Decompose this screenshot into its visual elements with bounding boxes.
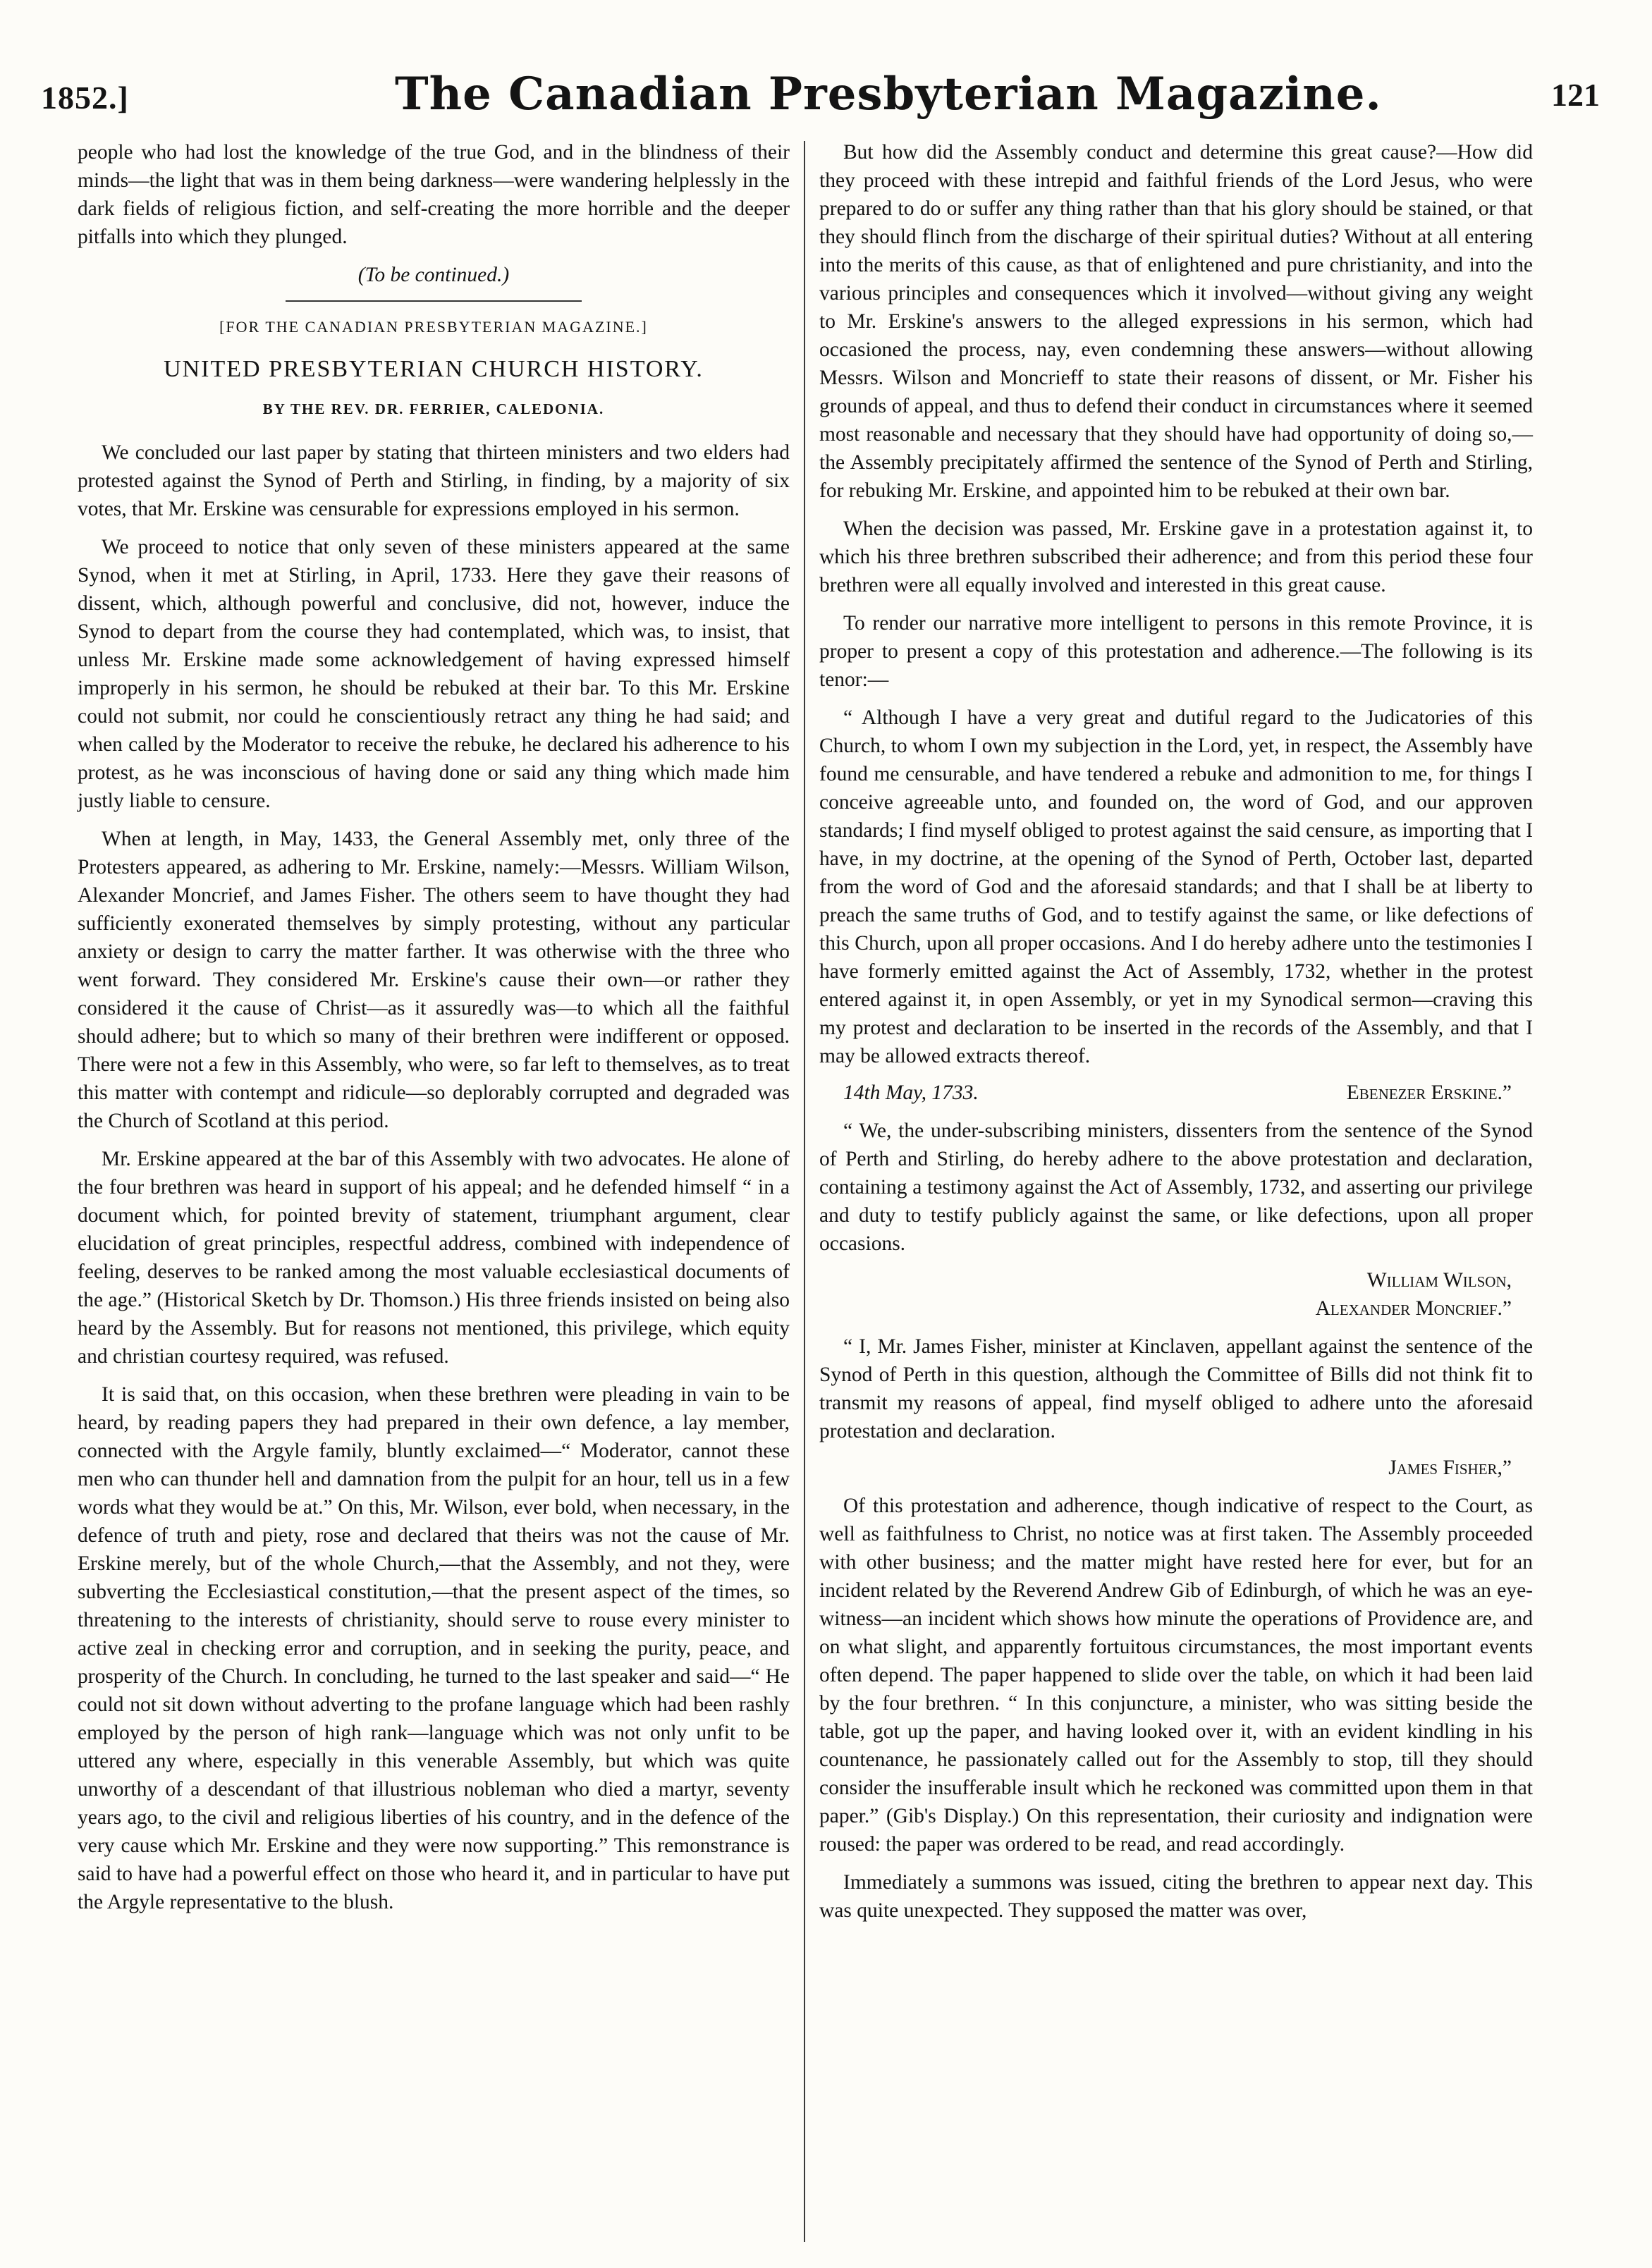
adherence-quote: “ We, the under-subscribing ministers, dissenters from the sentence of the Synod of Perth and Stirling, do hereby adhere to the above protestation and declaration, containing a testimony against the Act of Assembly, 1732, and asserting our privilege and duty to testify publicly against the same, or like defections, upon all proper occasions. [819,1120,1533,1255]
signature-wilson: William Wilson, [1366,1269,1512,1292]
signature-block [819,1266,1533,1323]
source-note: [FOR THE CANADIAN PRESBYTERIAN MAGAZINE.] [219,318,648,336]
protestation-dateline [819,1079,1533,1107]
paragraph: Of this protestation and adherence, though indicative of respect to the Court, as well as faithfulness to Christ, no notice was at first taken. The Assembly proceeded with other business; and the matter might have rested here for ever, but for an incident related by the Reverend Andrew Gib of Edinburgh, of which he was an eye-witness—an incident which shows how minute the operations of Providence are, and on what slight, and apparently fortuitous circumstances, the most important events often depend. The paper happened to slide over the table, on which it had been laid by the four brethren. “ In this conjuncture, a minister, who was sitting beside the table, got up the paper, and having looked over it, with an evident kindling in his countenance, he passionately called out for the Assembly to stop, till they should consider the insufferable insult which he reckoned was committed upon them in that paper.” (Gib's Display.) On this representation, their curiosity and indignation were roused: the paper was ordered to be read, and read accordingly. [819,1495,1533,1856]
right-column [819,138,1533,1935]
paragraph: But how did the Assembly conduct and determine this great cause?—How did they proceed with these intrepid and faithful friends of the Lord Jesus, who were prepared to do or suffer any thing rather than that his glory should be stained, or that they should flinch from the discharge of their spiritual duties? Without at all entering into the merits of this cause, as that of enlightened and pure christianity, and into the various principles and consequences which it involved—without giving any weight to Mr. Erskine's answers to the alleged expressions in his sermon, which had occasioned the process, nay, even condemning these answers—without allowing Messrs. Wilson and Moncrieff to state their reasons of dissent, or Mr. Fisher his grounds of appeal, and thus to defend their conduct in circumstances where it seemed most reasonable and necessary that they should have had opportunity of doing so,—the Assembly precipitately affirmed the sentence of the Synod of Perth and Stirling, for rebuking Mr. Erskine, and appointed him to be rebuked at their own bar. [819,141,1533,502]
paragraph: We concluded our last paper by stating that thirteen ministers and two elders had protested against the Synod of Perth and Stirling, in finding, by a majority of six votes, that Mr. Erskine was censurable for expressions employed in his sermon. [78,441,790,520]
signature-erskine: Ebenezer Erskine.” [1346,1081,1512,1104]
header-year: 1852.] [41,80,129,116]
continued-paragraph: people who had lost the knowledge of the true God, and in the blindness of their minds—the light that was in them being darkness—were wandering helplessly in the dark fields of religious fiction, and self-creating the more horrible and the deeper pitfalls into which they plunged. [78,141,790,248]
paragraph: Immediately a summons was issued, citing the brethren to appear next day. This was quite unexpected. They supposed the matter was over, [819,1871,1533,1922]
signature-fisher: James Fisher,” [1388,1457,1512,1479]
header-title: The Canadian Presbyterian Magazine. [395,68,1382,121]
column-divider [804,141,805,2242]
header-page-number: 121 [1551,77,1600,113]
signature-block [819,1454,1533,1482]
paragraph: When the decision was passed, Mr. Erskine gave in a protestation against it, to which his three brethren subscribed their adherence; and from this period these four brethren were all equally involved and interested in this great cause. [819,517,1533,596]
to-be-continued: (To be continued.) [357,264,510,286]
section-divider [286,300,582,302]
paragraph: To render our narrative more intelligent to persons in this remote Province, it is proper to present a copy of this protestation and adherence.—The following is its tenor:— [819,612,1533,691]
signature-moncrief: Alexander Moncrief.” [1315,1297,1512,1320]
protestation-date: 14th May, 1733. [843,1081,979,1104]
paragraph: When at length, in May, 1433, the General Assembly met, only three of the Protesters appeared, as adhering to Mr. Erskine, namely:—Messrs. William Wilson, Alexander Moncrief, and James Fisher. The others seem to have thought they had sufficiently exonerated themselves by simply protesting, without any particular anxiety or design to carry the matter farther. It was otherwise with the three who went forward. They considered Mr. Erskine's cause their own—or rather they considered it the cause of Christ—as it assuredly was—to which all the faithful should adhere; but to which so many of their brethren were indifferent or opposed. There were not a few in this Assembly, who were, so far left to themselves, as to treat this matter with contempt and ridicule—so deplorably corrupted and degraded was the Church of Scotland at this period. [78,828,790,1132]
protestation-quote: “ Although I have a very great and dutiful regard to the Judicatories of this Church, to whom I own my subjection in the Lord, yet, in respect, the Assembly have found me censurable, and have tendered a rebuke and admonition to me, for things I conceive agreeable unto, and founded on, the word of God, and our approven standards; I find myself obliged to protest against the said censure, as importing that I have, in my doctrine, at the opening of the Synod of Perth, October last, departed from the word of God and the aforesaid standards; and that I shall be at liberty to preach the same truths of God, and to testify against the same, or like defections of this Church, upon all proper occasions. And I do hereby adhere unto the testimonies I have formerly emitted against the Act of Assembly, 1732, whether in the protest entered against it, in open Assembly, or yet in my Synodical sermon—craving this my protest and declaration to be inserted in the records of the Assembly, and that I may be allowed extracts thereof. [819,706,1533,1067]
article-byline: BY THE REV. DR. FERRIER, CALEDONIA. [262,400,605,417]
paragraph: It is said that, on this occasion, when these brethren were pleading in vain to be heard, by reading papers they had prepared in their own defence, a lay member, connected with the Argyle family, bluntly exclaimed—“ Moderator, cannot these men who can thunder hell and damnation from the pulpit for an hour, tell us in a few words what they would be at.” On this, Mr. Wilson, ever bold, when necessary, in the defence of truth and piety, rose and declared that theirs was not the cause of Mr. Erskine merely, but of the whole Church,—that the Assembly, and not they, were subverting the Ecclesiastical constitution,—that the present aspect of the times, so threatening to the interests of christianity, should serve to rouse every minister to active zeal in checking error and corruption, and in seeking the purity, peace, and prosperity of the Church. In concluding, he turned to the last speaker and said—“ He could not sit down without adverting to the profane language which had been rashly employed by the person of high rank—language which was not only unfit to be uttered any where, especially in this venerable Assembly, but which was quite unworthy of a descendant of that illustrious nobleman who died a martyr, seventy years ago, to the civil and religious liberties of his country, and in the defence of the very cause which Mr. Erskine and they were now supporting.” This remonstrance is said to have had a powerful effect on those who heard it, and in particular to have put the Argyle representative to the blush. [78,1383,790,1913]
fisher-quote: “ I, Mr. James Fisher, minister at Kinclaven, appellant against the sentence of the Synod of Perth in this question, although the Committee of Bills did not think fit to transmit my reasons of appeal, find myself obliged to adhere unto the aforesaid protestation and declaration. [819,1335,1533,1442]
paragraph: We proceed to notice that only seven of these ministers appeared at the same Synod, when it met at Stirling, in April, 1733. Here they gave their reasons of dissent, which, although powerful and conclusive, did not, however, induce the Synod to depart from the course they had contemplated, which was, to insist, that unless Mr. Erskine made some acknowledgement of having expressed himself improperly in his sermon, he should be rebuked at their bar. To this Mr. Erskine could not submit, nor could he conscientiously retract any thing he had said; and when called by the Moderator to receive the rebuke, he declared his adherence to his protest, as he was inconscious of having done or said any thing which made him justly liable to censure. [78,536,790,812]
paragraph: Mr. Erskine appeared at the bar of this Assembly with two advocates. He alone of the four brethren was heard in support of his appeal; and he defended himself “ in a document which, for pointed brevity of statement, triumphant argument, clear elucidation of great principles, respectful address, combined with independence of feeling, deserves to be ranked among the most valuable ecclesiastical documents of the age.” (Historical Sketch by Dr. Thomson.) His three friends insisted on being also heard by the Assembly. But for reasons not mentioned, this privilege, which equity and christian courtesy required, was refused. [78,1148,790,1368]
left-column [78,138,790,1926]
article-heading: UNITED PRESBYTERIAN CHURCH HISTORY. [164,356,704,382]
